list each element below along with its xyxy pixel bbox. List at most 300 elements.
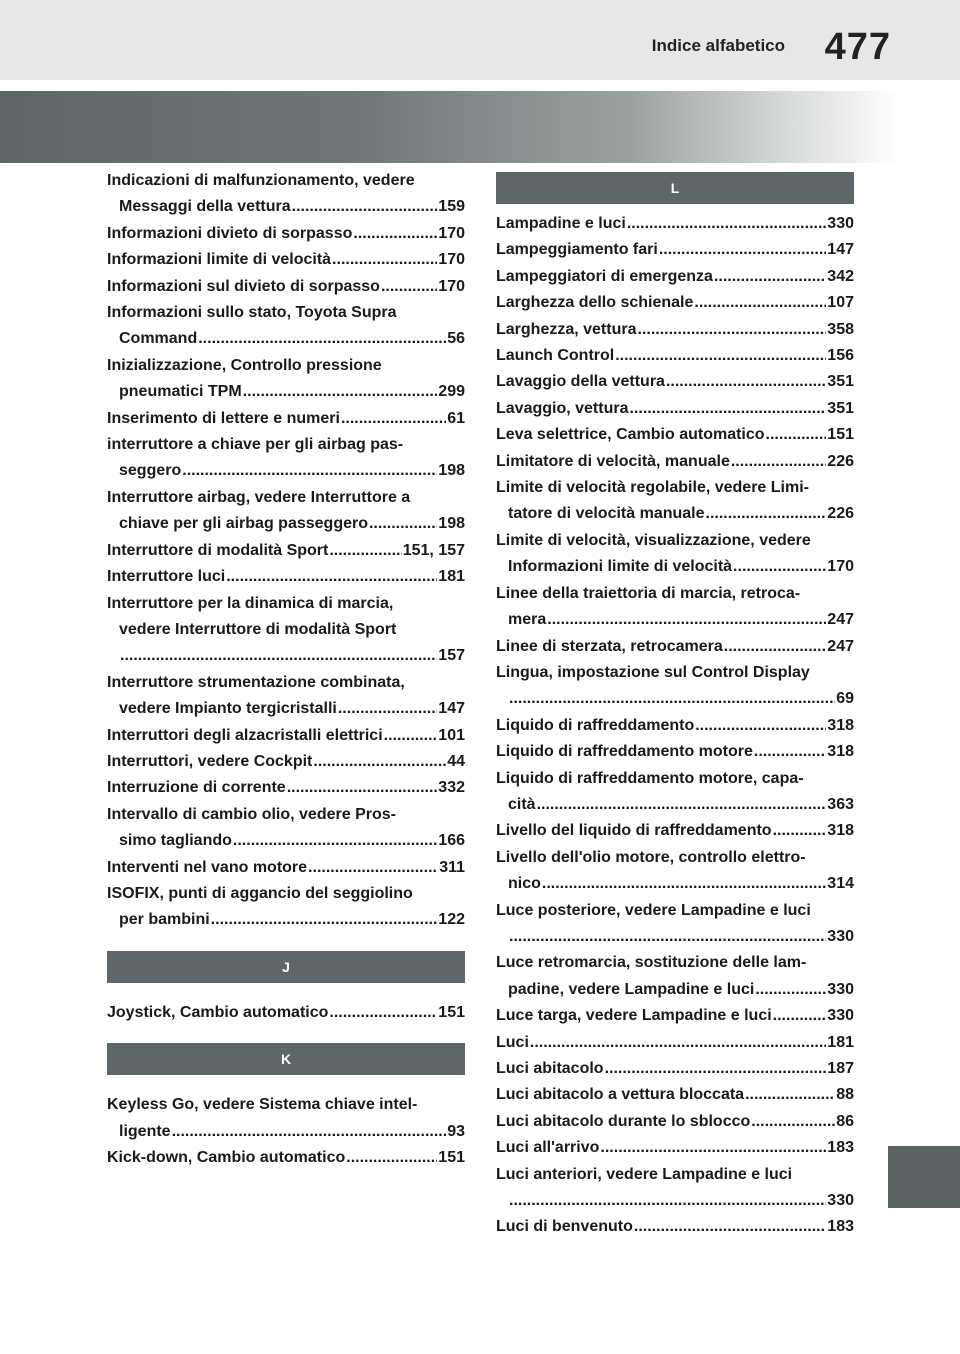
index-entry-page: 157 [438,647,465,665]
index-entry-line [496,739,854,765]
index-entry-line [107,406,465,432]
index-entry-text: padine, vedere Lampadine e luci [508,980,755,998]
index-entry-text: ligente [119,1122,171,1140]
index-entry [496,317,854,343]
dot-leader [745,1082,835,1108]
index-entry-line [107,881,465,907]
dot-leader [773,1003,827,1029]
index-entry-text: ISOFIX, punti di aggancio del seggiolino [107,884,413,902]
index-entry-text: Interruttori, vedere Cockpit [107,752,313,770]
index-entry-page: 88 [836,1086,854,1104]
index-entry-line [496,713,854,739]
index-entry [496,950,854,1003]
dot-leader [329,1000,437,1026]
index-entry-page: 101 [438,726,465,744]
dot-leader [754,739,826,765]
index-entry [107,591,465,670]
index-entry [496,449,854,475]
index-entry-text: Leva selettrice, Cambio automatico [496,426,765,444]
index-entry-line [107,538,465,564]
index-entry [496,1030,854,1056]
index-entry-page: 330 [827,1192,854,1210]
index-entry [107,221,465,247]
index-entry-page: 86 [836,1112,854,1130]
index-entry [496,343,854,369]
dot-leader [706,501,827,527]
index-entry-line [496,449,854,475]
index-entry-page: 358 [827,320,854,338]
index-entry [107,1092,465,1145]
index-entry-text: Informazioni sullo stato, Toyota Supra [107,304,397,322]
index-entry-line [107,723,465,749]
index-entry-text: Luci abitacolo durante lo sblocco [496,1112,751,1130]
index-entry-page: 198 [438,515,465,533]
index-entry-line [496,898,854,924]
entries-l [496,211,854,1241]
index-entry-text: tatore di velocità manuale [508,505,705,523]
index-entry-text: Interruttore luci [107,568,226,586]
dot-leader [724,634,827,660]
index-entry-page: 147 [438,700,465,718]
index-entry-text: nico [508,875,541,893]
index-entry-text: vedere Interruttore di modalità Sport [119,620,397,638]
index-entry [496,1135,854,1161]
index-entry-text: Liquido di raffreddamento motore [496,743,753,761]
index-entry-line [496,1214,854,1240]
index-entry-page: 299 [438,383,465,401]
dot-leader [755,977,826,1003]
index-entry-line [107,274,465,300]
dot-leader [600,1135,826,1161]
index-entry-text: Inserimento di lettere e numeri [107,409,340,427]
dot-leader [751,1109,835,1135]
index-entry-text: interruttore a chiave per gli airbag pas- [107,436,404,454]
dot-leader [198,326,446,352]
dot-leader [509,1188,826,1214]
index-entry-page: 198 [438,462,465,480]
dot-leader [313,749,446,775]
dot-leader [369,511,437,537]
index-entry-page: 330 [827,927,854,945]
index-entry-text: Indicazioni di malfunzionamento, vedere [107,172,415,189]
index-entry [496,1214,854,1240]
index-entry-line [107,458,465,484]
index-entry-line [496,1109,854,1135]
index-entry-page: 318 [827,743,854,761]
index-entry-page: 69 [836,690,854,708]
index-entry [496,475,854,528]
dot-leader [547,607,826,633]
index-entry-text: Luci abitacolo a vettura bloccata [496,1086,745,1104]
index-entry-page: 226 [827,505,854,523]
index-entry-line [107,300,465,326]
index-entry-page: 351 [827,373,854,391]
index-entry [107,670,465,723]
index-entry-line [107,1092,465,1118]
index-entry-text: Kick-down, Cambio automatico [107,1149,346,1166]
index-entry-page: 181 [438,568,465,586]
dot-leader [766,422,827,448]
index-entry-line [496,1188,854,1214]
index-entry-line [107,485,465,511]
index-entry [496,660,854,713]
index-entry-text: pneumatici TPM [119,383,242,401]
index-entry-text: Interruzione di corrente [107,779,286,797]
section-header-l: L [496,172,854,204]
dot-leader [211,907,438,933]
index-entry [496,237,854,263]
index-entry-text: Launch Control [496,347,615,365]
index-entry-text: Liquido di raffreddamento motore, capa- [496,769,804,787]
dot-leader [243,379,438,405]
index-entry-page: 187 [827,1060,854,1077]
index-entry-text: Interruttore airbag, vedere Interruttore a [107,488,411,506]
dot-leader [226,564,437,590]
dot-leader [172,1119,447,1145]
index-entry-line [107,696,465,722]
dot-leader [329,538,401,564]
index-entry-line [496,924,854,950]
entries-i [107,168,465,934]
index-entry-line [496,818,854,844]
index-entry-page: 151 [827,426,854,444]
index-entry-page: 351 [827,399,854,417]
index-entry-text: Larghezza, vettura [496,320,637,338]
index-entry-text: Informazioni limite di velocità [107,251,332,269]
dot-leader [695,713,826,739]
dot-leader [537,792,827,818]
dot-leader [384,723,438,749]
index-entry-page: 151, 157 [402,541,465,559]
index-entry-text: Inizializzazione, Controllo pressione [107,356,382,374]
index-entry-line [107,855,465,881]
index-entry-page: 166 [438,832,465,850]
dot-leader [733,554,826,580]
index-entry-page: 318 [827,822,854,840]
index-entry [496,1109,854,1135]
dot-leader [341,406,446,432]
index-entry-page: 363 [827,795,854,813]
index-entry-line [496,581,854,607]
index-entry-page: 61 [447,409,465,427]
index-entry-line [107,617,465,643]
index-entry-line [107,1145,465,1171]
index-entry [496,396,854,422]
dot-leader [629,396,826,422]
dot-leader [346,1145,437,1171]
index-entry [496,369,854,395]
dot-leader [694,290,826,316]
index-entry [107,168,465,221]
index-entry [107,881,465,934]
index-entry-line [496,422,854,448]
index-entry [496,634,854,660]
dot-leader [731,449,826,475]
index-entry-text: Limite di velocità, visualizzazione, vedere [496,531,811,549]
index-entry-page: 107 [827,294,854,312]
index-entry-page: 170 [438,251,465,269]
index-entry [496,528,854,581]
index-entry-text: Liquido di raffreddamento [496,716,695,734]
header-bar [0,0,960,80]
page-number: 477 [824,26,891,68]
index-entry-page: 170 [827,558,854,576]
index-entry-line [496,660,854,686]
index-entry-text: Interruttore per la dinamica di marcia, [107,594,394,612]
index-entry-text: Messaggi della vettura [119,198,291,216]
dot-leader [634,1214,826,1240]
index-entry [107,432,465,485]
index-entry-line [107,907,465,933]
index-entry-text: Limitatore di velocità, manuale [496,452,730,470]
dot-leader [509,924,826,950]
index-entry-text: Luci anteriori, vedere Lampadine e luci [496,1165,793,1183]
index-entry [107,353,465,406]
index-entry-page: 159 [438,198,465,216]
index-entry-line [496,1162,854,1188]
index-entry-text: Informazioni limite di velocità [508,558,733,576]
index-entry-line [496,343,854,369]
index-entry-line [496,607,854,633]
index-entry-text: Lampadine e luci [496,215,626,232]
index-entry-page: 342 [827,267,854,285]
index-entry [496,713,854,739]
index-entry-page: 330 [827,215,854,232]
index-entry-line [107,828,465,854]
index-entry [107,247,465,273]
index-entry-text: Larghezza dello schienale [496,294,694,312]
index-entry-text: Luce retromarcia, sostituzione delle lam- [496,954,807,972]
index-column-right [496,180,854,1241]
index-entry-page: 332 [438,779,465,797]
index-entry [107,1145,465,1171]
side-thumb-tab [888,1146,960,1208]
index-entry [107,564,465,590]
index-entry-line [107,194,465,220]
index-entry-text: Joystick, Cambio automatico [107,1003,329,1021]
index-entry-line [496,845,854,871]
index-entry-page: 247 [827,611,854,629]
index-entry-line [107,749,465,775]
index-entry-page: 247 [827,637,854,655]
index-entry-page: 122 [438,911,465,929]
index-entry [496,1082,854,1108]
index-entry [107,406,465,432]
index-entry-page: 330 [827,1007,854,1025]
dot-leader [287,775,438,801]
index-entry-line [496,264,854,290]
index-entry-line [496,554,854,580]
index-entry-page: 151 [438,1003,465,1021]
index-entry [496,1003,854,1029]
index-entry-line [496,211,854,237]
index-entry-text: Interruttore di modalità Sport [107,541,329,559]
index-entry [496,1162,854,1215]
index-entry-page: 170 [438,224,465,242]
index-entry-line [496,475,854,501]
index-entry-text: Livello dell'olio motore, controllo elettro- [496,848,806,866]
index-entry-text: Luci [496,1033,529,1051]
index-entry [107,1000,465,1026]
section-header-k: K [107,1043,465,1075]
index-entry-text: Luce posteriore, vedere Lampadine e luci [496,901,811,919]
index-entry-text: Intervallo di cambio olio, vedere Pros- [107,805,396,823]
index-entry [496,766,854,819]
index-entry-line [107,247,465,273]
index-entry [496,739,854,765]
index-entry-line [107,379,465,405]
index-entry-line [107,1119,465,1145]
index-entry-text: per bambini [119,911,210,929]
index-entry-page: 330 [827,980,854,998]
dot-leader [233,828,437,854]
index-entry [496,264,854,290]
index-entry-line [496,501,854,527]
index-entry-line [496,1082,854,1108]
index-entry-line [496,977,854,1003]
index-entry [496,1056,854,1082]
index-entry-line [496,686,854,712]
index-entry-line [496,317,854,343]
index-entry-line [107,353,465,379]
index-entry-text: Lampeggiamento fari [496,241,658,259]
index-entry-text: Informazioni divieto di sorpasso [107,224,353,242]
index-entry-text: simo tagliando [119,832,232,850]
index-entry-text: Linee della traiettoria di marcia, retroca- [496,584,801,602]
index-entry-text: Interruttori degli alzacristalli elettrici [107,726,383,744]
index-entry-line [496,290,854,316]
index-entry-line [107,564,465,590]
index-entry-line [496,1135,854,1161]
dot-leader [637,317,826,343]
index-entry-text: Interventi nel vano motore [107,858,308,876]
index-entry-page: 226 [827,452,854,470]
index-entry-line [107,591,465,617]
dot-leader [627,211,826,237]
index-entry-line [496,950,854,976]
index-entry-line [107,643,465,669]
index-entry [496,422,854,448]
index-entry [496,290,854,316]
index-entry-page: 93 [447,1122,465,1140]
index-entry [496,581,854,634]
index-entry [107,485,465,538]
index-entry-line [496,1056,854,1082]
index-entry-page: 183 [827,1218,854,1236]
index-entry-text: cità [508,795,536,813]
index-entry-page: 183 [827,1139,854,1157]
dot-leader [530,1030,826,1056]
index-entry-page: 181 [827,1033,854,1051]
dot-leader [308,855,438,881]
index-entry [496,845,854,898]
index-entry-page: 147 [827,241,854,259]
index-entry-text: Lavaggio, vettura [496,399,629,417]
index-entry-line [496,766,854,792]
index-entry-page: 156 [827,347,854,365]
entries-k [107,1092,465,1171]
index-entry [496,818,854,844]
index-column-left [107,168,465,1171]
index-entry-line [107,326,465,352]
dot-leader [773,818,827,844]
dot-leader [292,194,438,220]
index-entry [107,538,465,564]
dot-leader [542,871,826,897]
index-entry-line [496,792,854,818]
index-entry [107,723,465,749]
dot-leader [666,369,826,395]
index-entry-text: Lampeggiatori di emergenza [496,267,713,285]
header-banner [0,91,900,163]
section-header-j: J [107,951,465,983]
index-entry [107,274,465,300]
index-entry-page: 151 [438,1149,465,1166]
dot-leader [332,247,437,273]
index-entry-text: Lingua, impostazione sul Control Display [496,663,810,681]
index-entry-text: Livello del liquido di raffreddamento [496,822,772,840]
index-entry-text: chiave per gli airbag passeggero [119,515,368,533]
index-entry-line [496,396,854,422]
index-entry-line [496,237,854,263]
index-entry-text: Limite di velocità regolabile, vedere Limi- [496,479,809,497]
index-entry-page: 170 [438,277,465,295]
index-entry-line [107,802,465,828]
dot-leader [381,274,437,300]
index-entry-line [496,634,854,660]
index-entry-page: 314 [827,875,854,893]
index-entry-line [496,1003,854,1029]
index-entry-text: seggero [119,462,182,480]
index-entry-line [107,670,465,696]
index-entry-line [107,168,465,194]
dot-leader [714,264,826,290]
dot-leader [353,221,437,247]
entries-j [107,1000,465,1026]
dot-leader [615,343,826,369]
index-entry [107,802,465,855]
index-entry-line [496,871,854,897]
index-entry-line [107,775,465,801]
index-entry-line [107,432,465,458]
index-entry [496,211,854,237]
index-entry-page: 56 [447,330,465,348]
index-entry [496,898,854,951]
index-entry-text: Luci all'arrivo [496,1139,600,1157]
index-entry [107,300,465,353]
index-entry-page: 44 [447,752,465,770]
index-entry [107,749,465,775]
index-entry-line [107,221,465,247]
dot-leader [605,1056,827,1082]
dot-leader [659,237,826,263]
index-entry-text: mera [508,611,547,629]
index-entry-text: Lavaggio della vettura [496,373,665,391]
index-entry-line [496,369,854,395]
index-entry-line [107,511,465,537]
index-entry-text: Luci abitacolo [496,1060,604,1077]
index-entry-page: 318 [827,716,854,734]
index-entry-line [107,1000,465,1026]
dot-leader [338,696,437,722]
index-entry [107,775,465,801]
index-entry-page: 311 [439,858,465,876]
index-entry [107,855,465,881]
index-entry-line [496,1030,854,1056]
index-entry-text: Interruttore strumentazione combinata, [107,673,405,691]
index-entry-text: Linee di sterzata, retrocamera [496,637,723,655]
index-entry-text: vedere Impianto tergicristalli [119,700,337,718]
